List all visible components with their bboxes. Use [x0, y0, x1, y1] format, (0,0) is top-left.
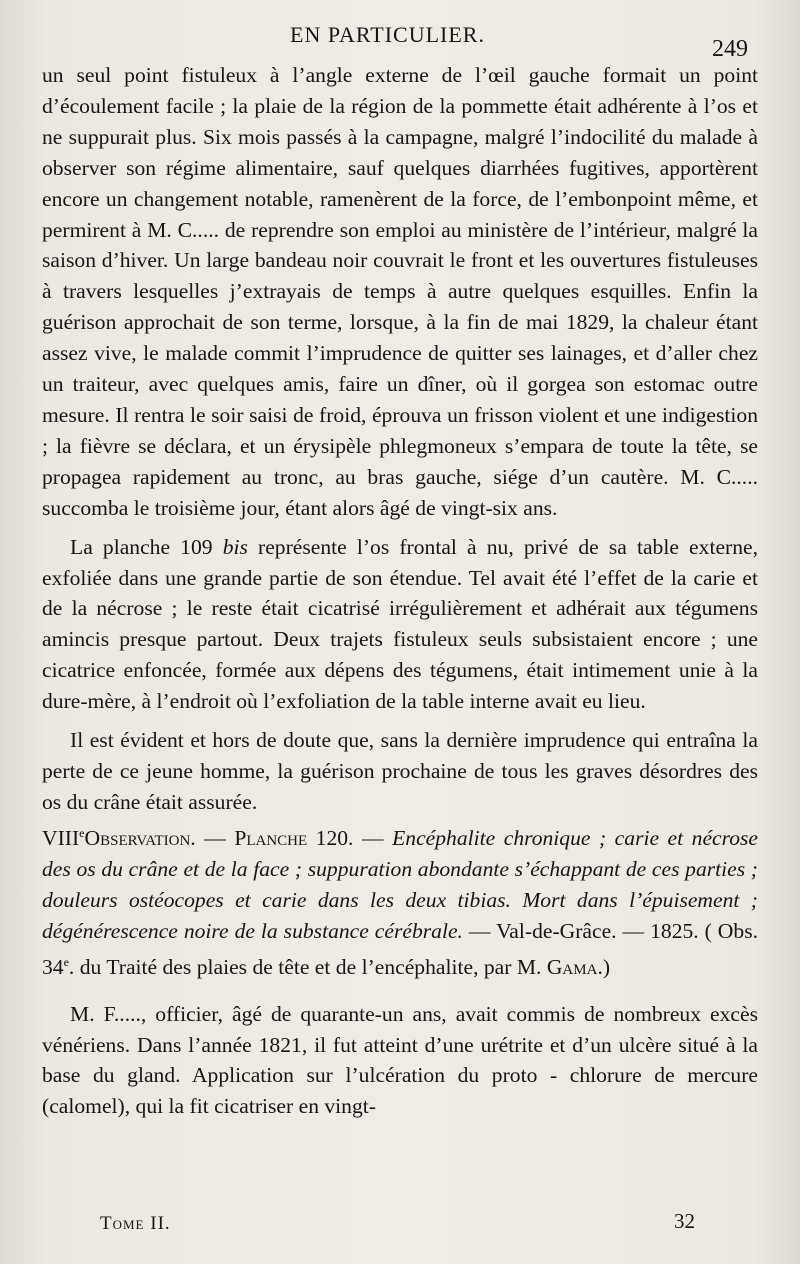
observation-source-rest: . du Traité des plaies de tête et de l’encéphalite, par [68, 954, 512, 979]
volume-footer: Tome II. [100, 1213, 171, 1234]
observation-source: — Val-de-Grâce. — 1825. ( Obs. 34 [42, 918, 758, 979]
body-text [42, 60, 758, 1122]
observation-close: ) [602, 954, 611, 979]
observation-heading [42, 818, 758, 983]
plate-bis: bis [222, 534, 248, 559]
observation-dash-1: — [204, 825, 226, 850]
page-number: 249 [712, 36, 748, 62]
observation-number: VIII [42, 825, 80, 850]
observation-source-sup: e [63, 954, 69, 969]
running-header: EN PARTICULIER. [290, 22, 485, 47]
observation-author: M. Gama. [516, 954, 603, 979]
paragraph-1: un seul point fistuleux à l’angle externe de l’œil gauche formait un point d’écoulement facile ; la plaie de la région de la pommette était adhérente à l’os et ne suppurait plus. Six mois passés à la campagne, malgré l’indocilité du malade à observer son régime alimentaire, sauf quelques diarrhées fugitives, apportèrent encore un changement notable, ramenèrent de la force, de l’embonpoint même, et permirent à M. C..... de reprendre son emploi au ministère de l’intérieur, malgré la saison d’hiver. Un large bandeau noir couvrait le front et les ouvertures fistuleuses à travers lesquelles j’extrayais de temps à autre quelques esquilles. Enfin la guérison approchait de son terme, lorsque, à la fin de mai 1829, la chaleur étant assez vive, le malade commit l’imprudence de quitter ses lainages, et d’aller chez un traiteur, avec quelques amis, faire un dîner, où il gorgea son estomac outre mesure. Il rentra le soir saisi de froid, éprouva un frisson violent et une indigestion ; la fièvre se déclara, et un érysipèle phlegmoneux s’empara de toute la tête, se propagea rapidement au tronc, au bras gauche, siége d’un cautère. M. C..... succomba le troisième jour, étant alors âgé de vingt-six ans. [42, 63, 758, 520]
paragraph-2 [42, 532, 758, 717]
signature-mark: 32 [674, 1209, 695, 1233]
observation-plate: Planche 120. [234, 825, 354, 850]
paragraph-4: M. F....., officier, âgé de quarante-un ans, avait commis de nombreux excès vénériens. Dans l’année 1821, il fut atteint d’une urétrite et d’un ulcère situé à la base du gland. Application sur l’ulcération du proto - chlorure de mercure (calomel), qui la fit cicatriser en vingt- [42, 1001, 758, 1119]
plate-reference: La planche 109 [70, 534, 213, 559]
observation-number-sup: e [79, 825, 85, 840]
observation-dash-2: — [361, 825, 384, 850]
paragraph-3: Il est évident et hors de doute que, sans la dernière imprudence qui entraîna la perte de ce jeune homme, la guérison prochaine de tous les graves désordres des os du crâne était assurée. [42, 728, 758, 814]
paragraph-2-text: représente l’os frontal à nu, privé de sa table externe, exfoliée dans une grande partie de son étendue. Tel avait été l’effet de la carie et de la nécrose ; le reste était cicatrisé irrégulièrement et adhérait aux tégumens amincis presque partout. Deux trajets fistuleux seuls subsistaient encore ; une cicatrice enfoncée, formée aux dépens des tégumens, était intimement unie à la dure-mère, à l’endroit où l’exfoliation de la table interne avait eu lieu. [42, 534, 758, 714]
observation-title: Encéphalite chronique ; carie et nécrose des os du crâne et de la face ; suppuration abondante s’échappant de ces parties ; douleurs ostéocopes et carie dans les deux tibias. Mort dans l’épuisement ; dégénérescence noire de la substance cérébrale. [42, 825, 759, 943]
observation-label: Observation. [84, 825, 196, 850]
